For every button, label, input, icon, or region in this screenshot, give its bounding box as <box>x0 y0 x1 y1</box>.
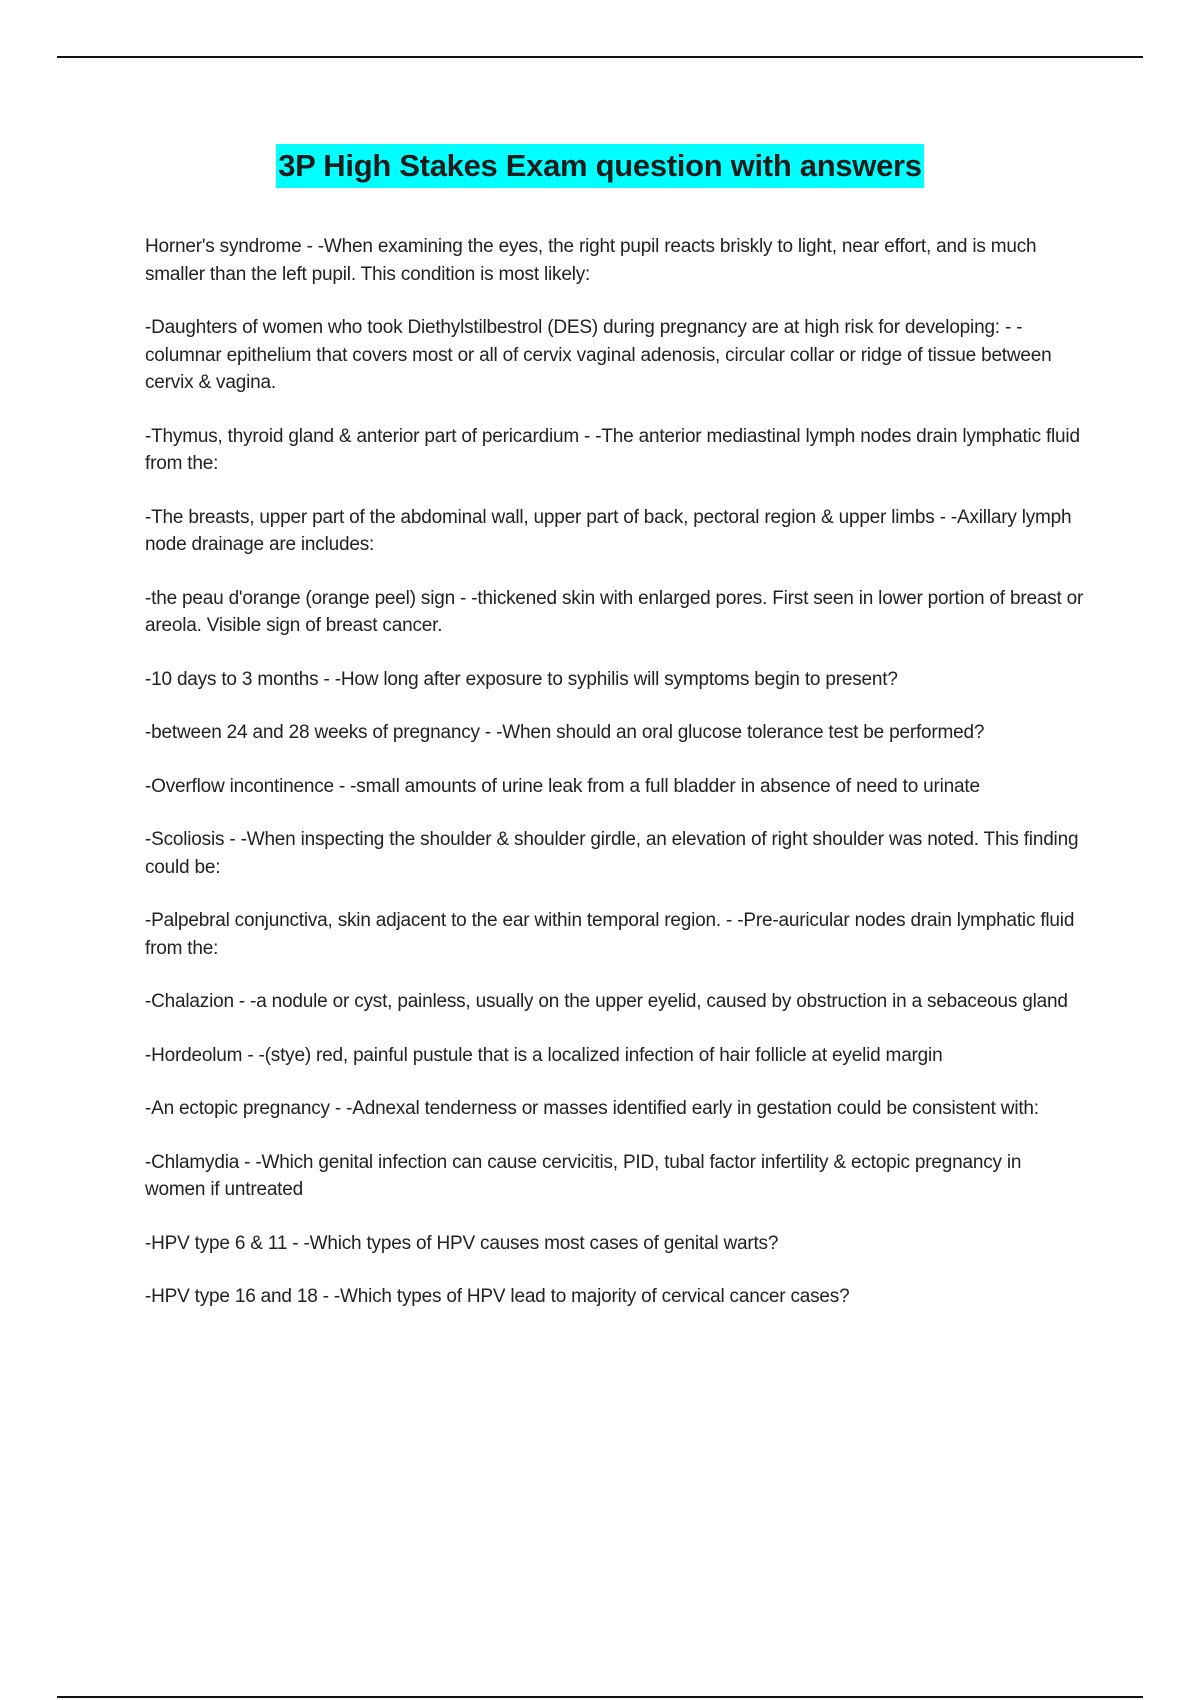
qa-entry: -the peau d'orange (orange peel) sign - -thickened skin with enlarged pores. First seen in lower portion of breast or areola. Visible sign of breast cancer. <box>145 587 1084 636</box>
qa-entry: -Daughters of women who took Diethylstilbestrol (DES) during pregnancy are at high risk for developing: - -columnar epithelium that covers most or all of cervix vaginal adenosis, circular collar or ridge of tissue between cervix & vagina. <box>145 317 1052 393</box>
top-divider <box>57 56 1143 58</box>
qa-entry: -Thymus, thyroid gland & anterior part of pericardium - -The anterior mediastinal lymph nodes drain lymphatic fluid from the: <box>145 425 1080 474</box>
qa-entry: -An ectopic pregnancy - -Adnexal tenderness or masses identified early in gestation could be consistent with: <box>145 1098 1039 1119</box>
qa-entry: -The breasts, upper part of the abdominal wall, upper part of back, pectoral region & upper limbs - -Axillary lymph node drainage are includes: <box>145 506 1072 555</box>
title-container <box>0 144 1200 188</box>
qa-entry: -Overflow incontinence - -small amounts of urine leak from a full bladder in absence of need to urinate <box>145 775 980 797</box>
qa-entry: -10 days to 3 months - -How long after exposure to syphilis will symptoms begin to present? <box>145 668 898 690</box>
qa-entry: -HPV type 16 and 18 - -Which types of HPV lead to majority of cervical cancer cases? <box>145 1286 850 1307</box>
qa-entry: -between 24 and 28 weeks of pregnancy - -When should an oral glucose tolerance test be performed? <box>145 722 985 743</box>
bottom-divider <box>57 1696 1143 1698</box>
qa-entry: -Chlamydia - -Which genital infection can cause cervicitis, PID, tubal factor infertility & ectopic pregnancy in women if untreated <box>145 1151 1022 1200</box>
qa-entry: -Hordeolum - -(stye) red, painful pustule that is a localized infection of hair follicle at eyelid margin <box>145 1044 943 1066</box>
qa-entry: -Palpebral conjunctiva, skin adjacent to the ear within temporal region. - -Pre-auricular nodes drain lymphatic fluid from the: <box>145 910 1075 959</box>
qa-entry: -Chalazion - -a nodule or cyst, painless, usually on the upper eyelid, caused by obstruction in a sebaceous gland <box>145 991 1068 1012</box>
qa-list <box>145 233 1085 1337</box>
page-title: 3P High Stakes Exam question with answers <box>276 144 924 188</box>
qa-entry: -HPV type 6 & 11 - -Which types of HPV causes most cases of genital warts? <box>145 1232 779 1254</box>
qa-entry: -Scoliosis - -When inspecting the shoulder & shoulder girdle, an elevation of right shoulder was noted. This finding could be: <box>145 829 1079 878</box>
qa-entry: Horner's syndrome - -When examining the eyes, the right pupil reacts briskly to light, near effort, and is much smaller than the left pupil. This condition is most likely: <box>145 236 1037 285</box>
